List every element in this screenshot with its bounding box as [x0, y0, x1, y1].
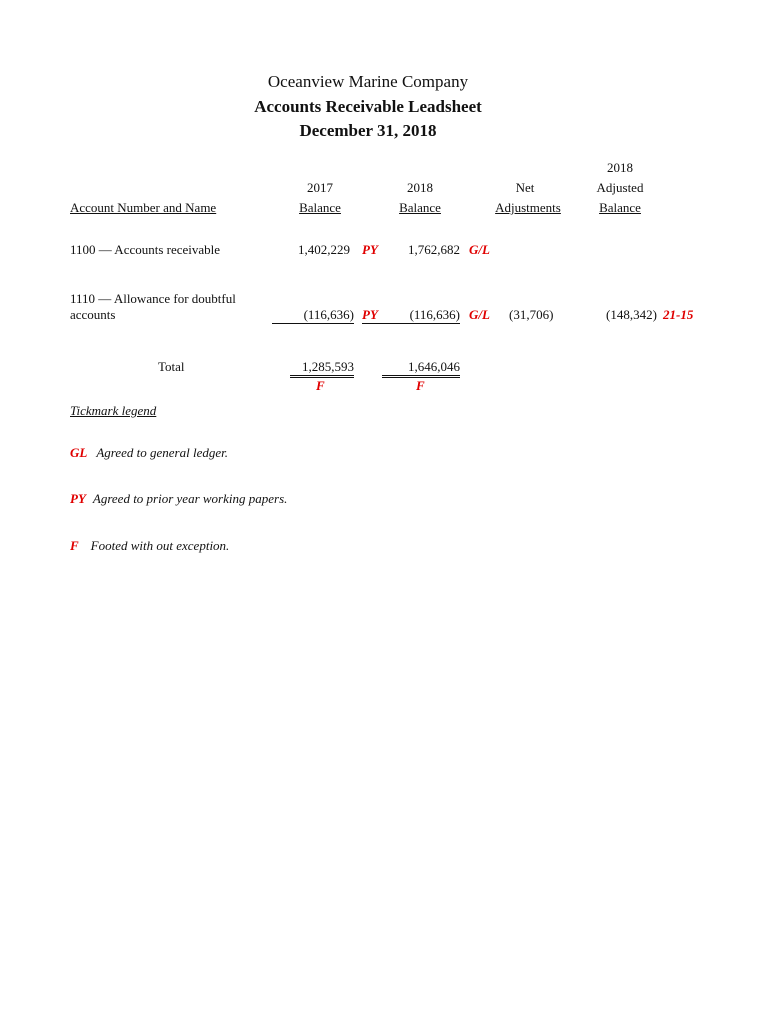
row-1110-name-line1: 1110 — Allowance for doubtful — [70, 291, 236, 306]
row-1100-2017-balance: 1,402,229 — [298, 242, 350, 257]
row-1110-adjusted-balance: (148,342) — [606, 307, 657, 322]
row-1110-name-line2: accounts — [70, 307, 116, 322]
adjusted-header-line3: Balance — [599, 200, 641, 215]
total-2018-balance: 1,646,046 — [382, 359, 460, 378]
row-1100-name: 1100 — Accounts receivable — [70, 242, 221, 257]
company-name: Oceanview Marine Company — [267, 72, 469, 91]
legend-mark-py: PY — [70, 491, 86, 506]
legend-title: Tickmark legend — [70, 403, 157, 418]
total-label: Total — [158, 359, 185, 374]
col-2017-header-year: 2017 — [307, 180, 333, 195]
row-1100-2018-balance: 1,762,682 — [408, 242, 460, 257]
total-2017-balance: 1,285,593 — [290, 359, 354, 378]
document-title: Accounts Receivable Leadsheet — [254, 97, 482, 116]
row-1110-2018-tickmark: G/L — [469, 307, 490, 322]
legend-mark-gl: GL — [70, 445, 88, 460]
legend-item-gl — [70, 444, 228, 462]
legend-text-py: Agreed to prior year working papers. — [92, 491, 288, 506]
row-1110-2017-tickmark: PY — [362, 307, 382, 324]
document-date: December 31, 2018 — [299, 121, 437, 140]
legend-text-gl: Agreed to general ledger. — [96, 445, 228, 460]
col-2018-header-label: Balance — [399, 200, 441, 215]
legend-item-py — [70, 490, 287, 508]
col-2018-header-year: 2018 — [407, 180, 433, 195]
row-1110-2018-balance: (116,636) — [378, 307, 460, 324]
row-1110-2017-balance: (116,636) — [272, 307, 354, 324]
row-1100-2018-tickmark: G/L — [469, 242, 490, 257]
row-1110-net-adjustment: (31,706) — [509, 307, 554, 322]
legend-text-f: Footed with out exception. — [90, 538, 230, 553]
net-header-line2: Adjustments — [495, 200, 561, 215]
legend-item-f — [70, 537, 229, 555]
total-2017-footed-tickmark: F — [316, 378, 325, 393]
total-2018-footed-tickmark: F — [416, 378, 425, 393]
row-1110-reference: 21-15 — [663, 307, 694, 322]
account-header: Account Number and Name — [70, 200, 217, 215]
legend-mark-f: F — [70, 538, 79, 553]
net-header-line1: Net — [515, 180, 535, 195]
adjusted-header-line2: Adjusted — [596, 180, 644, 195]
col-2017-header-label: Balance — [299, 200, 341, 215]
adjusted-header-year: 2018 — [607, 160, 633, 175]
row-1100-2017-tickmark: PY — [362, 242, 378, 257]
